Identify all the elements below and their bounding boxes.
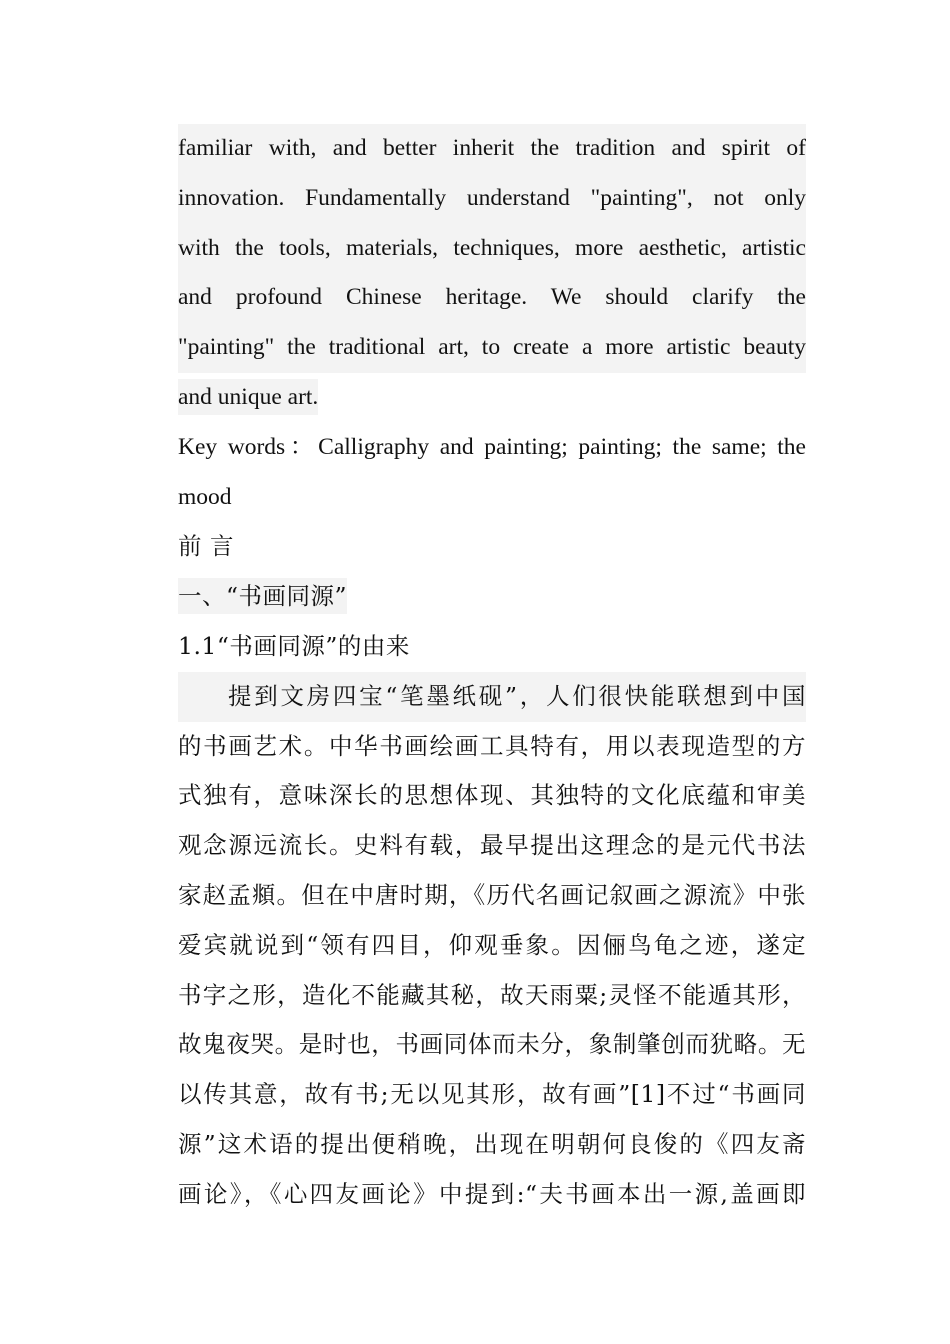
abstract-line: and profound Chinese heritage. We should clarify the bbox=[178, 273, 806, 323]
abstract-last-text: and unique art. bbox=[178, 379, 318, 415]
preface-heading: 前 言 bbox=[178, 532, 234, 561]
body-line: 以传其意，故有书;无以见其形，故有画”[1]不过“书画同 bbox=[178, 1080, 806, 1109]
body-line: 书字之形，造化不能藏其秘，故天雨粟;灵怪不能遁其形， bbox=[178, 980, 806, 1009]
abstract-line: innovation. Fundamentally understand "painting", not only bbox=[178, 174, 806, 224]
keywords-line: Key words：Calligraphy and painting; painting; the same; the bbox=[178, 433, 806, 460]
body-line: 爱宾就说到“领有四目，仰观垂象。因俪鸟龟之迹，遂定 bbox=[178, 930, 806, 959]
body-line: 观念源远流长。史料有载，最早提出这理念的是元代书法 bbox=[178, 831, 806, 860]
abstract-line-last bbox=[178, 373, 806, 423]
section-heading-text: 一、“书画同源” bbox=[178, 578, 347, 614]
abstract-line: "painting" the traditional art, to create a more artistic beauty bbox=[178, 323, 806, 373]
keywords-line-continued: mood bbox=[178, 483, 232, 510]
document-page bbox=[178, 124, 806, 1220]
body-line: 家赵孟頫。但在中唐时期，《历代名画记叙画之源流》中张 bbox=[178, 880, 806, 909]
body-line: 画论》，《心四友画论》中提到:“夫书画本出一源,盖画即 bbox=[178, 1179, 806, 1208]
body-line: 式独有，意味深长的思想体现、其独特的文化底蕴和审美 bbox=[178, 781, 806, 810]
body-line: 的书画艺术。中华书画绘画工具特有，用以表现造型的方 bbox=[178, 731, 806, 760]
abstract-line: familiar with, and better inherit the tradition and spirit of bbox=[178, 124, 806, 174]
section-heading bbox=[178, 572, 806, 622]
subsection-heading: 1.1“书画同源”的由来 bbox=[178, 631, 410, 660]
body-line: 故鬼夜哭。是时也，书画同体而未分，象制肇创而犹略。无 bbox=[178, 1030, 806, 1059]
abstract-line: with the tools, materials, techniques, more aesthetic, artistic bbox=[178, 224, 806, 274]
body-line: 源”这术语的提出便稍晚，出现在明朝何良俊的《四友斋 bbox=[178, 1129, 806, 1158]
body-line: 提到文房四宝“笔墨纸砚”，人们很快能联想到中国 bbox=[178, 672, 806, 722]
